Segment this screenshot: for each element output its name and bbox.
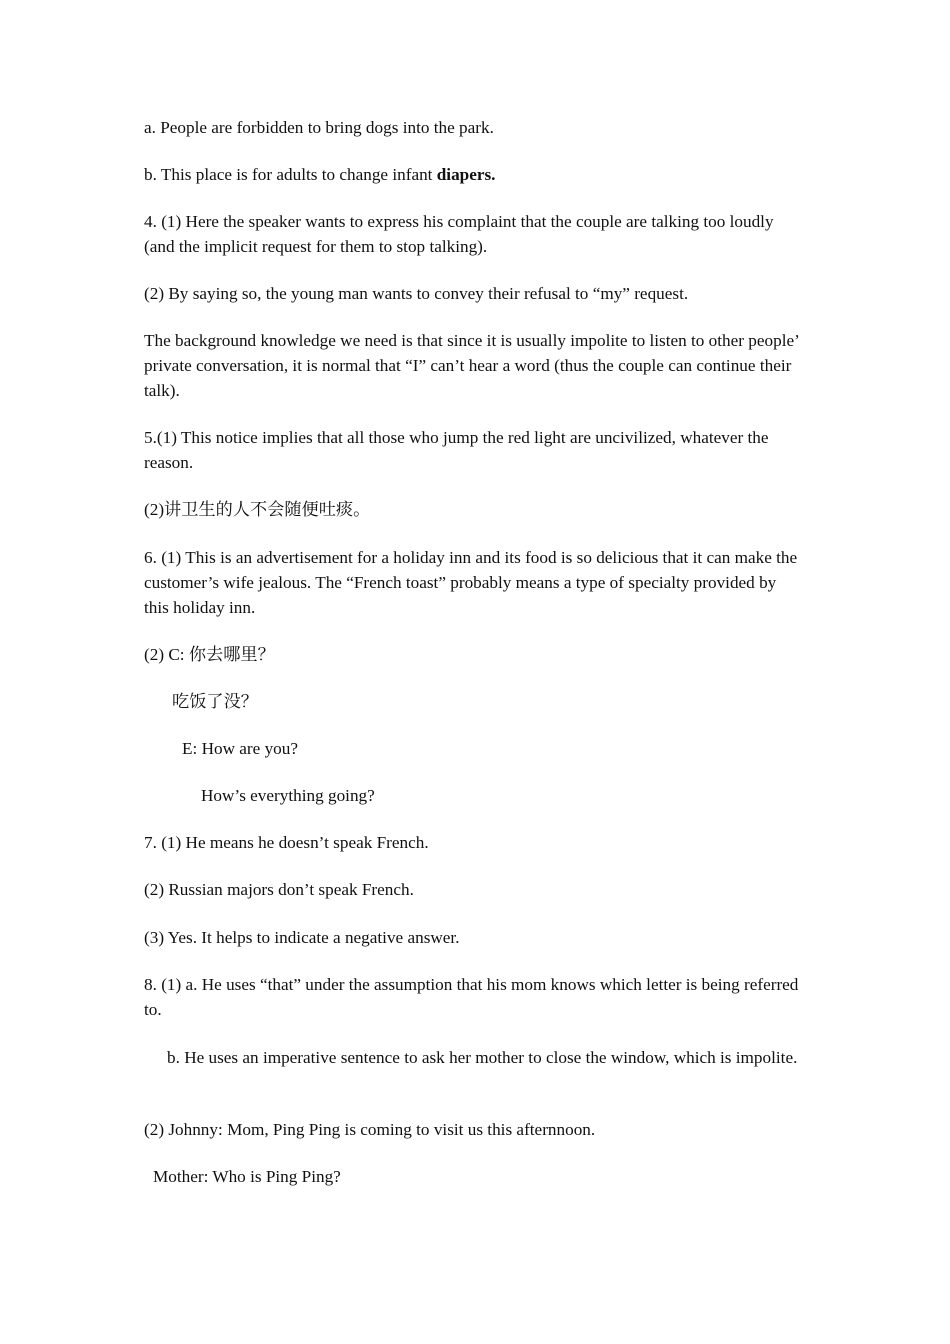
- answer-6-2-english-greeting-2: How’s everything going?: [201, 786, 375, 805]
- answer-6-2-chinese-greeting-2: 吃饭了没？: [172, 692, 258, 711]
- answer-4-1: 4. (1) Here the speaker wants to express his complaint that the couple are talking too loudly (and the implicit request for them to stop talking).: [144, 212, 774, 256]
- answer-b-bold-word: diapers.: [436, 165, 496, 184]
- answer-5-1: 5.(1) This notice implies that all those who jump the red light are uncivilized, whatever the reason.: [144, 428, 769, 472]
- answer-4-2: (2) By saying so, the young man wants to convey their refusal to “my” request.: [144, 284, 689, 303]
- answer-8-1-a: 8. (1) a. He uses “that” under the assumption that his mom knows which letter is being referred to.: [144, 975, 799, 1019]
- answer-6-1: 6. (1) This is an advertisement for a holiday inn and its food is so delicious that it can make the customer’s wife jealous. The “French toast” probably means a type of specialty provided by this holiday inn.: [144, 548, 798, 617]
- background-knowledge-paragraph: The background knowledge we need is that since it is usually impolite to listen to other people’ private conversation, it is normal that “I” can’t hear a word (thus the couple can continue their talk).: [144, 331, 799, 400]
- answer-b-text: b. This place is for adults to change infant: [144, 165, 437, 184]
- answer-6-2-english-greeting-1: E: How are you?: [182, 739, 298, 758]
- answer-7-2: (2) Russian majors don’t speak French.: [144, 880, 414, 899]
- answer-5-2: (2)讲卫生的人不会随便吐痰。: [144, 500, 371, 519]
- answer-8-2-johnny-line: (2) Johnny: Mom, Ping Ping is coming to visit us this afternnoon.: [144, 1120, 596, 1139]
- answer-7-3: (3) Yes. It helps to indicate a negative answer.: [144, 928, 460, 947]
- answer-a-dogs: a. People are forbidden to bring dogs into the park.: [144, 118, 494, 137]
- answer-7-1: 7. (1) He means he doesn’t speak French.: [144, 833, 429, 852]
- answer-8-1-b: b. He uses an imperative sentence to ask her mother to close the window, which is impolite.: [167, 1048, 798, 1067]
- answer-6-2-chinese-greeting-1: (2) C: 你去哪里？: [144, 645, 275, 664]
- answer-8-2-mother-line: Mother: Who is Ping Ping?: [153, 1167, 341, 1186]
- answer-b-diapers: [144, 162, 804, 187]
